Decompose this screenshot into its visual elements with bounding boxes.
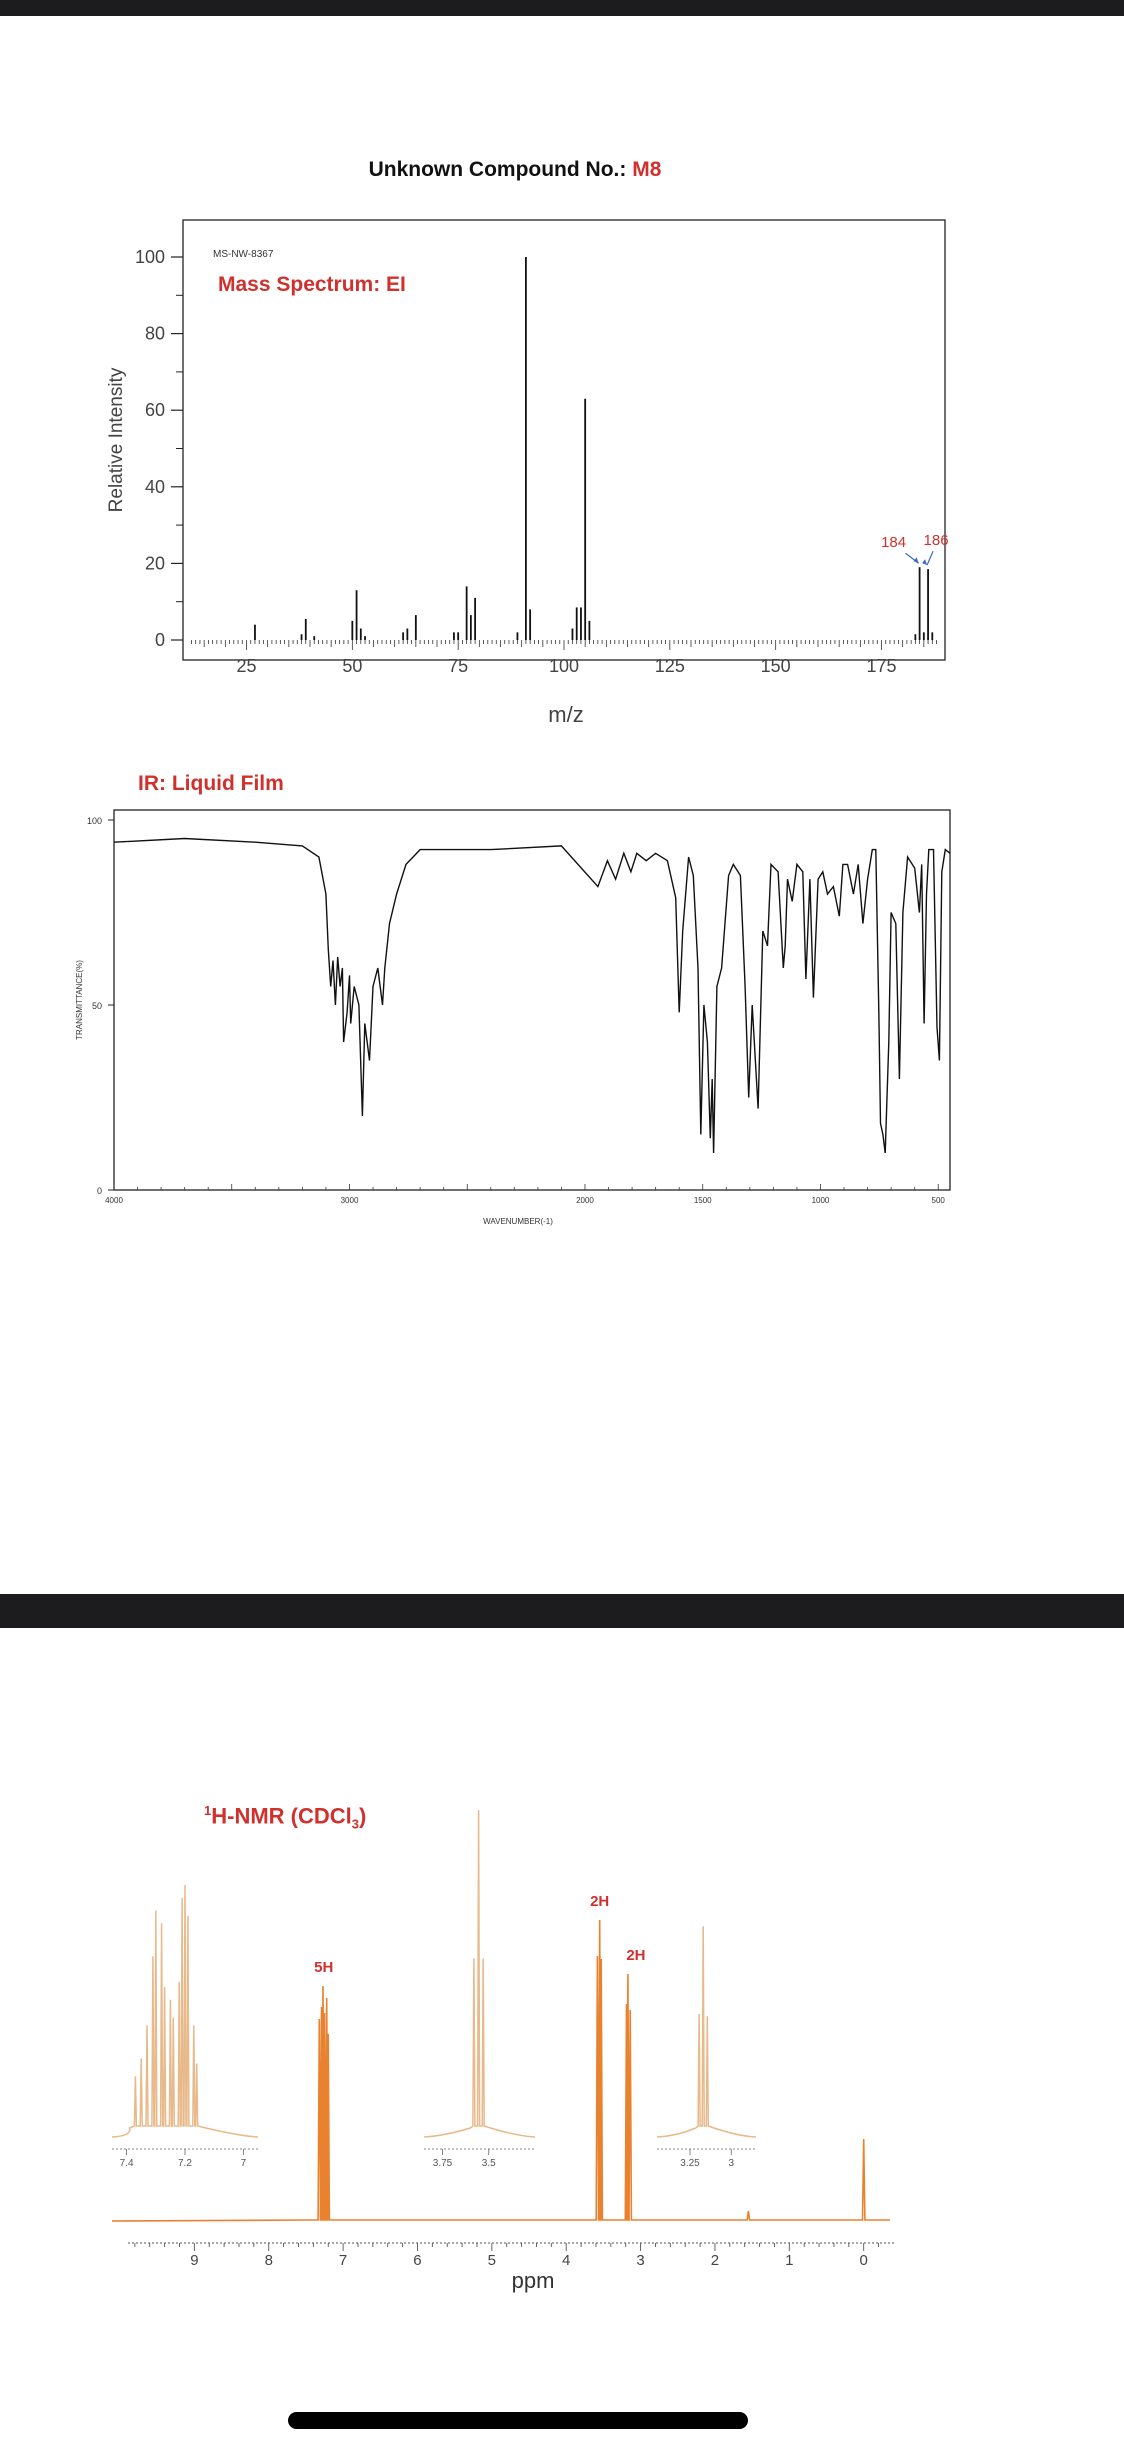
ir-title: IR: Liquid Film: [138, 772, 284, 795]
ms-y-tick-label: 60: [144, 400, 165, 421]
nmr-x-tick-label: 3: [636, 2252, 645, 2269]
ms-y-tick-label: 80: [144, 323, 165, 344]
inset-ch2-b-tick-label: 3.25: [680, 2158, 700, 2169]
ms-source-code: MS-NW-8367: [213, 249, 274, 260]
nmr-x-tick-label: 4: [562, 2252, 571, 2269]
inset-ch2-a-tick-label: 3.5: [481, 2158, 496, 2169]
ms-annotation-arrow: [927, 551, 933, 565]
nmr-integrations: [314, 1893, 645, 1976]
ir-transmittance-line: [114, 839, 950, 1154]
ir-x-tick-label: 2000: [576, 1196, 594, 1205]
inset-aromatic-tick-label: 7.4: [119, 2158, 134, 2169]
ir-y-axis: [87, 816, 114, 1196]
inset-ch2-b-line: [657, 1926, 756, 2137]
nmr-x-tick-label: 1: [785, 2252, 794, 2269]
ir-x-tick-label: 4000: [105, 1196, 123, 1205]
ir-x-tick-label: 1000: [811, 1196, 830, 1205]
ir-spectrum-chart: [0, 790, 1124, 1240]
page-title: [0, 158, 1030, 182]
ms-title: Mass Spectrum: EI: [218, 273, 406, 296]
ir-plot-frame: [114, 810, 950, 1190]
ms-y-axis: [135, 247, 183, 650]
ir-x-tick-label: 1500: [693, 1196, 712, 1205]
ms-annotation-arrowhead: [922, 559, 927, 565]
ms-peaks: [255, 257, 932, 640]
ir-y-label: TRANSMITTANCE(%): [75, 960, 84, 1040]
ir-y-tick-label: 50: [91, 1001, 102, 1011]
inset-ch2-a: [424, 1810, 535, 2169]
inset-ch2-b-tick-label: 3: [728, 2158, 735, 2169]
ir-x-tick-label: 3000: [340, 1196, 359, 1205]
page-divider-bar: [0, 1594, 1124, 1628]
ms-annotation-186: 186: [923, 532, 949, 550]
nmr-x-tick-label: 5: [487, 2252, 497, 2269]
inset-aromatic-line: [112, 1885, 258, 2137]
ms-y-tick-label: 100: [134, 247, 165, 267]
nmr-x-tick-label: 2: [710, 2252, 720, 2269]
nmr-spectrum-line: [112, 1920, 890, 2221]
ir-y-tick-label: 0: [96, 1186, 102, 1196]
ir-x-tick-label: 500: [931, 1196, 945, 1205]
ir-y-tick-label: 100: [86, 816, 102, 826]
nmr-x-tick-label: 7: [338, 2252, 348, 2269]
ms-annotation-184: 184: [881, 534, 907, 552]
nmr-integration-0: 5H: [314, 1959, 334, 1976]
ms-y-tick-label: 0: [154, 630, 165, 650]
inset-aromatic-tick-label: 7.2: [178, 2158, 192, 2169]
inset-aromatic-tick-label: 7: [240, 2158, 247, 2169]
nmr-integration-1: 2H: [590, 1893, 610, 1910]
nmr-x-tick-label: 9: [190, 2252, 199, 2269]
ms-annotations: [881, 532, 948, 565]
nmr-integration-2: 2H: [626, 1947, 646, 1964]
ms-y-tick-label: 20: [144, 553, 165, 574]
ir-x-axis: [105, 1184, 945, 1205]
ms-x-tick-label: 75: [448, 656, 469, 676]
inset-ch2-a-line: [424, 1810, 535, 2137]
nmr-x-tick-label: 6: [413, 2252, 422, 2269]
nmr-title: $^1$H-NMR (CDCl$_3$): [204, 1803, 367, 1832]
mass-spectrum-chart: [0, 200, 1124, 740]
ms-x-tick-label: 125: [654, 656, 685, 676]
nmr-x-label: ppm: [511, 2268, 555, 2293]
ms-x-tick-label: 175: [866, 656, 897, 676]
nmr-x-tick-label: 8: [264, 2252, 273, 2269]
nmr-x-axis: [128, 2243, 894, 2269]
title-label: Unknown Compound No.:: [368, 158, 627, 181]
inset-aromatic: [112, 1885, 258, 2169]
ms-y-label: Relative Intensity: [106, 367, 127, 513]
h-nmr-spectrum-chart: [0, 1760, 1124, 2320]
ms-x-label: m/z: [548, 702, 584, 727]
home-indicator[interactable]: [288, 2412, 748, 2429]
compound-code: M8: [632, 158, 662, 181]
nmr-x-tick-label: 0: [859, 2252, 868, 2269]
ms-y-tick-label: 40: [144, 476, 165, 497]
ms-x-tick-label: 25: [236, 656, 257, 676]
ir-x-label: WAVENUMBER(-1): [483, 1217, 553, 1226]
ms-x-tick-label: 100: [548, 656, 580, 676]
inset-ch2-a-tick-label: 3.75: [432, 2158, 453, 2169]
ms-x-tick-label: 150: [760, 656, 791, 676]
nmr-insets: [112, 1810, 756, 2169]
inset-ch2-b: [657, 1926, 756, 2169]
top-status-bar: [0, 0, 1124, 16]
ms-x-tick-label: 50: [342, 656, 363, 676]
ms-x-axis: [191, 640, 936, 676]
